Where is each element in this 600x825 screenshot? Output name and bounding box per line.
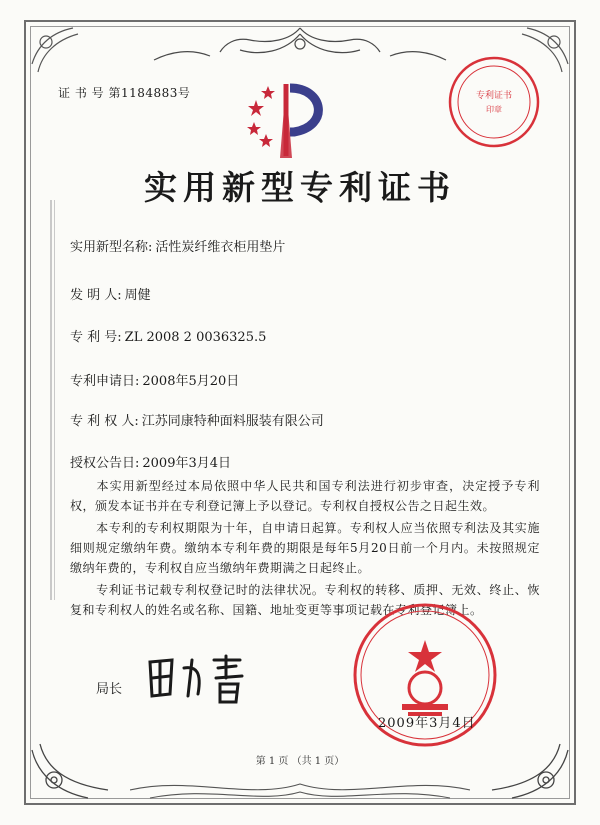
bottom-ornament-icon — [130, 770, 470, 802]
svg-text:专利证书: 专利证书 — [475, 91, 513, 101]
corner-ornament-bl-icon — [28, 740, 118, 802]
certificate-number-label: 证 书 号 — [58, 86, 105, 100]
field-label: 专利申请日: — [70, 374, 140, 389]
top-ornament-icon — [150, 22, 450, 66]
field-label: 发 明 人: — [70, 288, 122, 303]
field-patent-number — [70, 326, 266, 345]
svg-text:印章: 印章 — [486, 105, 502, 114]
paragraph-text: 本实用新型经过本局依照中华人民共和国专利法进行初步审查，决定授予专利权，颁发本证书并在专利登记簿上予以登记。专利权自授权公告之日起生效。 — [70, 479, 540, 513]
paragraph-text: 本专利的专利权期限为十年，自申请日起算。专利权人应当依照专利法及其实施细则规定缴纳年费。缴纳本专利年费的期限是每年5月20日前一个月内。未按照规定缴纳年费的，专利权自应当缴纳年费期满之日起终止。 — [70, 521, 540, 575]
field-value: 活性炭纤维衣柜用垫片 — [155, 240, 286, 255]
field-value: 2008年5月20日 — [142, 374, 240, 389]
paragraph-text: 专利证书记载专利权登记时的法律状况。专利权的转移、质押、无效、终止、恢复和专利权人的姓名或名称、国籍、地址变更等事项记载在专利登记簿上。 — [70, 583, 540, 617]
security-hash-strip-icon — [44, 200, 62, 600]
seal-small-icon — [444, 52, 544, 152]
certificate-number-value: 第1184883号 — [108, 86, 191, 100]
field-label: 实用新型名称: — [70, 240, 153, 255]
page-number: 第 1 页 （共 1 页） — [255, 756, 345, 767]
issue-date: 2009年3月4日 — [378, 716, 476, 731]
field-application-date — [70, 370, 239, 389]
field-inventor — [70, 284, 151, 303]
field-value: 周健 — [124, 288, 151, 303]
field-patentee — [70, 410, 324, 429]
corner-ornament-tl-icon — [28, 24, 88, 84]
certificate-number — [58, 84, 190, 101]
body-paragraph — [70, 518, 540, 578]
field-label: 专 利 权 人: — [70, 414, 139, 429]
document-title: 实用新型专利证书 — [144, 168, 456, 207]
body-paragraph — [70, 476, 540, 516]
field-label: 授权公告日: — [70, 456, 140, 471]
director-label: 局长 — [96, 682, 123, 697]
field-label: 专 利 号: — [70, 330, 122, 345]
director-signature-icon — [144, 650, 254, 706]
field-utility-model-name — [70, 236, 285, 255]
field-value: ZL 2008 2 0036325.5 — [124, 330, 267, 345]
field-value: 江苏同康特种面料服装有限公司 — [141, 414, 324, 429]
sipo-logo-icon — [246, 80, 334, 160]
field-grant-date — [70, 452, 231, 471]
field-value: 2009年3月4日 — [142, 456, 232, 471]
